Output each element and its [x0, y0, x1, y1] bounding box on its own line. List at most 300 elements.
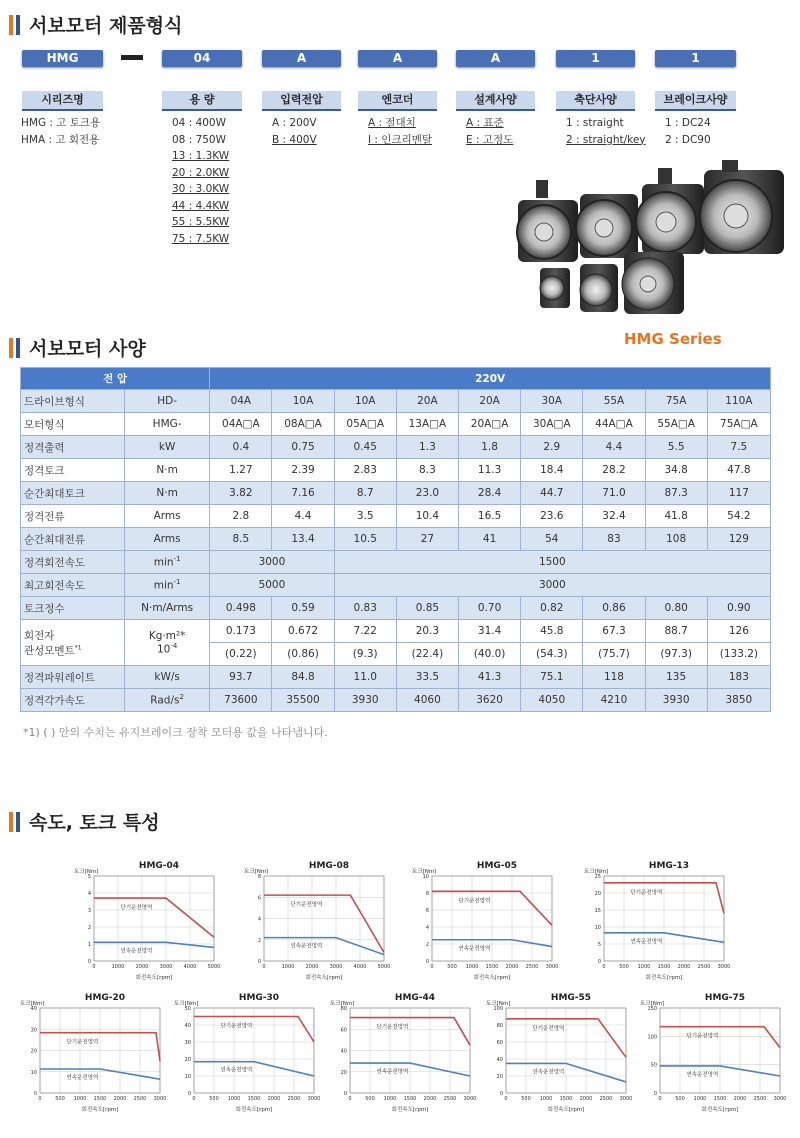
x-tick-label: 1500: [713, 1096, 727, 1102]
y-tick-label: 2: [257, 937, 261, 944]
spec-row: [21, 551, 771, 574]
spec-cell: 75A□A: [707, 413, 770, 436]
x-tick-label: 0: [92, 964, 96, 970]
x-tick-label: 4000: [353, 964, 367, 970]
spec-cell: 28.4: [459, 482, 521, 505]
spec-cell: 정격토크: [21, 459, 125, 482]
code-box: A: [358, 50, 437, 67]
x-tick-label: 2000: [135, 964, 149, 970]
chart-title: HMG-75: [704, 993, 746, 1003]
spec-cell: 4060: [396, 689, 458, 712]
spec-cell: HMG-: [125, 413, 210, 436]
option-list: [466, 115, 513, 148]
option-header: 설계사양: [456, 91, 535, 111]
spec-cell: 55A: [583, 390, 645, 413]
x-axis-label: 회전속도[rpm]: [305, 975, 343, 981]
spec-cell: 7.5: [707, 436, 770, 459]
x-tick-label: 3000: [619, 1096, 633, 1102]
torque-speed-chart: [18, 990, 168, 1115]
x-tick-label: 2500: [525, 964, 539, 970]
y-tick-label: 20: [184, 1057, 191, 1063]
spec-table: [20, 367, 771, 712]
spec-cell: 135: [645, 666, 707, 689]
spec-cell: $\min^{-1}$: [125, 574, 210, 597]
y-axis-label: 토크[Nm]: [174, 1001, 199, 1007]
spec-cell: 1500: [334, 551, 770, 574]
spec-cell: 3850: [707, 689, 770, 712]
option-header: 입력전압: [262, 91, 341, 111]
spec-cell: $\min^{-1}$: [125, 551, 210, 574]
x-tick-label: 1000: [227, 1096, 241, 1102]
x-tick-label: 1500: [657, 964, 671, 970]
x-tick-label: 1500: [559, 1096, 573, 1102]
y-tick-label: 150: [647, 1006, 657, 1012]
spec-cell: 1.8: [459, 436, 521, 459]
spec-cell: (133.2): [707, 643, 770, 666]
section-marker-icon: [9, 338, 23, 358]
x-tick-label: 1500: [93, 1096, 107, 1102]
spec-cell: 2.83: [334, 459, 396, 482]
series-label: 단기운전영역: [630, 889, 663, 896]
x-tick-label: 1000: [111, 964, 125, 970]
y-tick-label: 0: [425, 959, 429, 965]
spec-row: [21, 436, 771, 459]
spec-cell: 129: [707, 528, 770, 551]
spec-cell: 117: [707, 482, 770, 505]
series-label: 단기운전영역: [376, 1024, 409, 1031]
code-box: HMG: [22, 50, 103, 67]
chart-title: HMG-13: [648, 861, 690, 871]
x-tick-label: 1000: [693, 1096, 707, 1102]
option-item: HMG : 고 토크용: [21, 117, 101, 129]
series-line-continuous: [264, 938, 384, 955]
spec-cell: 0.70: [459, 597, 521, 620]
section-marker-icon: [9, 812, 23, 832]
series-label: HMG Series: [624, 330, 722, 348]
option-item: 13 : 1.3KW: [172, 150, 230, 162]
series-label: 단기운전영역: [532, 1025, 565, 1032]
x-tick-label: 5000: [207, 964, 221, 970]
chart-svg: [484, 990, 634, 1115]
x-tick-label: 500: [209, 1096, 219, 1102]
option-header: 용 량: [162, 91, 242, 111]
series-label: 단기운전영역: [290, 902, 323, 909]
spec-row: [21, 666, 771, 689]
spec-cell: 7.16: [272, 482, 334, 505]
x-tick-label: 1500: [403, 1096, 417, 1102]
y-tick-label: 5: [597, 942, 601, 948]
spec-cell: 23.6: [521, 505, 583, 528]
x-axis-label: 회전속도[rpm]: [701, 1107, 739, 1113]
spec-row: [21, 505, 771, 528]
x-tick-label: 2000: [113, 1096, 127, 1102]
spec-row: [21, 368, 771, 390]
spec-cell: 0.498: [210, 597, 272, 620]
spec-cell: 3.5: [334, 505, 396, 528]
spec-cell: 20.3: [396, 620, 458, 643]
option-item: 04 : 400W: [172, 117, 226, 129]
chart-svg: [72, 858, 222, 983]
x-tick-label: 2000: [267, 1096, 281, 1102]
chart-title: HMG-20: [84, 993, 126, 1003]
spec-cell: 3930: [334, 689, 396, 712]
spec-cell: 2.39: [272, 459, 334, 482]
spec-cell: 18.4: [521, 459, 583, 482]
x-tick-label: 2000: [733, 1096, 747, 1102]
spec-cell: 정격전류: [21, 505, 125, 528]
spec-row: [21, 482, 771, 505]
option-item: 55 : 5.5KW: [172, 216, 230, 228]
y-axis-label: 토크[Nm]: [640, 1001, 665, 1007]
chart-svg: [582, 858, 732, 983]
spec-cell: 44A□A: [583, 413, 645, 436]
code-dash: [121, 55, 143, 60]
spec-cell: Rad/$s^2$: [125, 689, 210, 712]
series-line-peak: [94, 898, 214, 937]
spec-cell: 최고회전속도: [21, 574, 125, 597]
spec-cell: 0.90: [707, 597, 770, 620]
spec-cell: 8.7: [334, 482, 396, 505]
spec-cell: 전 압: [21, 368, 210, 390]
spec-cell: 54.2: [707, 505, 770, 528]
x-axis-label: 회전속도[rpm]: [391, 1107, 429, 1113]
spec-cell: 30A: [521, 390, 583, 413]
option-list: [665, 115, 711, 148]
y-tick-label: 0: [653, 1091, 657, 1097]
spec-cell: 32.4: [583, 505, 645, 528]
spec-cell: 0.45: [334, 436, 396, 459]
spec-row: [21, 390, 771, 413]
chart-svg: [18, 990, 168, 1115]
x-tick-label: 0: [430, 964, 434, 970]
spec-cell: Arms: [125, 505, 210, 528]
series-label: 연속운전영역: [630, 938, 663, 945]
x-tick-label: 0: [348, 1096, 352, 1102]
chart-title: HMG-05: [476, 861, 518, 871]
x-tick-label: 2000: [305, 964, 319, 970]
spec-cell: 41.8: [645, 505, 707, 528]
option-item: A : 절대치: [368, 117, 416, 129]
x-tick-label: 500: [675, 1096, 685, 1102]
chart-svg: [172, 990, 322, 1115]
y-tick-label: 50: [650, 1062, 657, 1069]
spec-cell: 67.3: [583, 620, 645, 643]
footnote: *1) ( ) 안의 수치는 유지브레이크 장착 모터용 값을 나타냅니다.: [23, 726, 328, 739]
option-item: 75 : 7.5KW: [172, 232, 230, 245]
y-tick-label: 0: [499, 1091, 503, 1097]
spec-cell: 55A□A: [645, 413, 707, 436]
y-tick-label: 50: [184, 1006, 191, 1012]
x-axis-label: 회전속도[rpm]: [547, 1107, 585, 1113]
y-axis-label: 토크[Nm]: [20, 1001, 45, 1007]
y-tick-label: 0: [257, 959, 261, 965]
torque-speed-chart: [328, 990, 478, 1115]
series-label: 단기운전영역: [120, 905, 153, 912]
section-title-model: [9, 11, 182, 38]
spec-cell: 3000: [334, 574, 770, 597]
y-tick-label: 20: [496, 1074, 503, 1080]
spec-cell: 토크정수: [21, 597, 125, 620]
y-axis-label: 토크[Nm]: [244, 869, 269, 875]
option-item: A : 200V: [272, 117, 317, 129]
y-axis-label: 토크[Nm]: [584, 869, 609, 875]
x-tick-label: 4000: [183, 964, 197, 970]
spec-cell: 54: [521, 528, 583, 551]
section-title-text: 서보모터 사양: [29, 338, 146, 360]
spec-cell: 2.9: [521, 436, 583, 459]
x-tick-label: 2000: [579, 1096, 593, 1102]
spec-cell: (75.7): [583, 643, 645, 666]
spec-cell: 93.7: [210, 666, 272, 689]
x-tick-label: 1500: [485, 964, 499, 970]
spec-cell: 11.0: [334, 666, 396, 689]
spec-cell: 108: [645, 528, 707, 551]
spec-cell: 회전자 관성모멘트$^{*1}$: [21, 620, 125, 666]
option-list: [172, 115, 229, 247]
x-tick-label: 3000: [153, 1096, 167, 1102]
series-line-continuous: [94, 942, 214, 947]
spec-cell: (22.4): [396, 643, 458, 666]
x-tick-label: 1000: [281, 964, 295, 970]
x-tick-label: 1000: [539, 1096, 553, 1102]
spec-cell: 0.82: [521, 597, 583, 620]
x-tick-label: 3000: [307, 1096, 321, 1102]
section-title-text: 서보모터 제품형식: [29, 15, 183, 37]
x-tick-label: 3000: [463, 1096, 477, 1102]
spec-cell: 8.3: [396, 459, 458, 482]
x-axis-label: 회전속도[rpm]: [135, 975, 173, 981]
x-tick-label: 500: [447, 964, 457, 970]
series-label: 연속운전영역: [532, 1069, 565, 1076]
x-tick-label: 2500: [133, 1096, 147, 1102]
series-label: 연속운전영역: [376, 1069, 409, 1076]
spec-cell: 88.7: [645, 620, 707, 643]
spec-cell: 정격회전속도: [21, 551, 125, 574]
option-item: 1 : DC24: [665, 117, 711, 129]
option-list: [566, 115, 646, 148]
chart-title: HMG-30: [238, 993, 280, 1003]
section-title-spec: [9, 334, 146, 361]
spec-cell: Arms: [125, 528, 210, 551]
spec-row: [21, 413, 771, 436]
y-tick-label: 25: [594, 874, 601, 880]
code-box: A: [262, 50, 341, 67]
spec-cell: kW/s: [125, 666, 210, 689]
series-label: 연속운전영역: [686, 1071, 719, 1078]
y-axis-label: 토크[Nm]: [74, 869, 99, 875]
spec-row: [21, 597, 771, 620]
spec-cell: 183: [707, 666, 770, 689]
y-tick-label: 0: [597, 959, 601, 965]
spec-cell: 13A□A: [396, 413, 458, 436]
spec-cell: 순간최대토크: [21, 482, 125, 505]
chart-svg: [328, 990, 478, 1115]
spec-cell: 3000: [210, 551, 334, 574]
chart-title: HMG-44: [394, 993, 436, 1003]
spec-cell: 0.75: [272, 436, 334, 459]
spec-cell: HD-: [125, 390, 210, 413]
spec-cell: kW: [125, 436, 210, 459]
option-header: 시리즈명: [22, 91, 103, 111]
section-title-text: 속도, 토크 특성: [29, 812, 160, 834]
x-tick-label: 500: [365, 1096, 375, 1102]
code-box: A: [456, 50, 535, 67]
spec-cell: 84.8: [272, 666, 334, 689]
spec-cell: 순간최대전류: [21, 528, 125, 551]
spec-cell: 126: [707, 620, 770, 643]
spec-cell: 4210: [583, 689, 645, 712]
x-axis-label: 회전속도[rpm]: [81, 1107, 119, 1113]
spec-cell: 2.8: [210, 505, 272, 528]
spec-cell: 27: [396, 528, 458, 551]
series-label: 연속운전영역: [66, 1074, 99, 1081]
x-tick-label: 5000: [377, 964, 391, 970]
spec-cell: 10A: [272, 390, 334, 413]
spec-cell: 1.27: [210, 459, 272, 482]
x-tick-label: 2500: [697, 964, 711, 970]
series-label: 단기운전영역: [686, 1033, 719, 1040]
series-label: 단기운전영역: [220, 1023, 253, 1030]
x-tick-label: 2500: [599, 1096, 613, 1102]
spec-cell: 3.82: [210, 482, 272, 505]
y-tick-label: 15: [594, 908, 601, 914]
x-tick-label: 500: [55, 1096, 65, 1102]
y-tick-label: 60: [340, 1027, 347, 1034]
y-tick-label: 6: [425, 908, 429, 914]
spec-cell: 10.4: [396, 505, 458, 528]
x-tick-label: 2000: [677, 964, 691, 970]
option-item: 08 : 750W: [172, 133, 226, 146]
y-axis-label: 토크[Nm]: [486, 1001, 511, 1007]
series-label: 연속운전영역: [290, 943, 323, 950]
y-tick-label: 2: [425, 942, 429, 948]
spec-cell: Kg·m²* $10^{-4}$: [125, 620, 210, 666]
y-tick-label: 40: [30, 1006, 37, 1012]
x-tick-label: 1000: [73, 1096, 87, 1102]
chart-svg: [638, 990, 788, 1115]
spec-cell: 47.8: [707, 459, 770, 482]
y-tick-label: 4: [425, 925, 429, 931]
code-box: 1: [556, 50, 635, 67]
y-tick-label: 100: [493, 1006, 503, 1012]
spec-cell: 23.0: [396, 482, 458, 505]
x-tick-label: 500: [521, 1096, 531, 1102]
spec-cell: 34.8: [645, 459, 707, 482]
spec-row: [21, 574, 771, 597]
spec-row: [21, 459, 771, 482]
x-tick-label: 0: [658, 1096, 662, 1102]
x-tick-label: 0: [262, 964, 266, 970]
y-tick-label: 10: [184, 1074, 191, 1080]
spec-row: [21, 528, 771, 551]
spec-cell: 16.5: [459, 505, 521, 528]
servo-motor-image: [508, 160, 790, 318]
y-tick-label: 3: [87, 908, 91, 914]
spec-cell: 0.672: [272, 620, 334, 643]
spec-cell: (0.22): [210, 643, 272, 666]
spec-cell: N·m/Arms: [125, 597, 210, 620]
spec-cell: 정격각가속도: [21, 689, 125, 712]
x-tick-label: 2000: [423, 1096, 437, 1102]
spec-cell: 0.80: [645, 597, 707, 620]
option-item: E : 고정도: [466, 133, 514, 146]
spec-cell: 110A: [707, 390, 770, 413]
option-item: 2 : straight/key: [566, 133, 646, 146]
option-list: [368, 115, 432, 148]
spec-cell: 0.86: [583, 597, 645, 620]
spec-cell: N·m: [125, 459, 210, 482]
x-tick-label: 3000: [773, 1096, 787, 1102]
torque-speed-chart: [638, 990, 788, 1115]
spec-cell: 20A□A: [459, 413, 521, 436]
option-item: I : 인크리멘탈: [368, 133, 433, 146]
option-item: A : 표준: [466, 117, 504, 129]
spec-cell: 0.85: [396, 597, 458, 620]
series-label: 단기운전영역: [458, 898, 491, 905]
spec-cell: 75A: [645, 390, 707, 413]
y-tick-label: 0: [33, 1091, 37, 1097]
option-item: 2 : DC90: [665, 133, 711, 146]
spec-cell: 28.2: [583, 459, 645, 482]
option-item: 1 : straight: [566, 117, 624, 129]
spec-cell: 87.3: [645, 482, 707, 505]
plot-frame: [94, 876, 214, 961]
y-tick-label: 0: [187, 1091, 191, 1097]
x-tick-label: 1000: [383, 1096, 397, 1102]
spec-cell: 30A□A: [521, 413, 583, 436]
y-tick-label: 30: [30, 1027, 37, 1034]
series-label: 단기운전영역: [66, 1039, 99, 1046]
x-axis-label: 회전속도[rpm]: [645, 975, 683, 981]
section-title-curve: [9, 808, 160, 835]
spec-cell: 4050: [521, 689, 583, 712]
x-tick-label: 3000: [159, 964, 173, 970]
spec-cell: 20A: [459, 390, 521, 413]
spec-cell: 8.5: [210, 528, 272, 551]
series-line-peak: [264, 895, 384, 952]
option-item: 30 : 3.0KW: [172, 183, 230, 195]
x-tick-label: 2500: [753, 1096, 767, 1102]
spec-cell: 0.59: [272, 597, 334, 620]
spec-cell: 71.0: [583, 482, 645, 505]
y-tick-label: 10: [594, 925, 601, 931]
spec-cell: 04A□A: [210, 413, 272, 436]
spec-cell: 0.4: [210, 436, 272, 459]
x-tick-label: 2500: [443, 1096, 457, 1102]
y-tick-label: 5: [87, 874, 91, 880]
spec-cell: 3620: [459, 689, 521, 712]
chart-title: HMG-04: [138, 861, 180, 871]
y-tick-label: 20: [594, 891, 601, 897]
spec-cell: 83: [583, 528, 645, 551]
chart-title: HMG-08: [308, 861, 350, 871]
y-tick-label: 80: [340, 1006, 347, 1012]
code-box: 1: [655, 50, 736, 67]
spec-cell: 11.3: [459, 459, 521, 482]
spec-cell: 5000: [210, 574, 334, 597]
spec-cell: 10A: [334, 390, 396, 413]
spec-cell: (54.3): [521, 643, 583, 666]
spec-cell: 41.3: [459, 666, 521, 689]
option-header: 엔코더: [358, 91, 437, 111]
spec-cell: 13.4: [272, 528, 334, 551]
spec-cell: 0.173: [210, 620, 272, 643]
x-tick-label: 500: [619, 964, 629, 970]
option-item: 20 : 2.0KW: [172, 166, 230, 179]
x-tick-label: 1500: [247, 1096, 261, 1102]
spec-cell: 118: [583, 666, 645, 689]
spec-cell: 모터형식: [21, 413, 125, 436]
